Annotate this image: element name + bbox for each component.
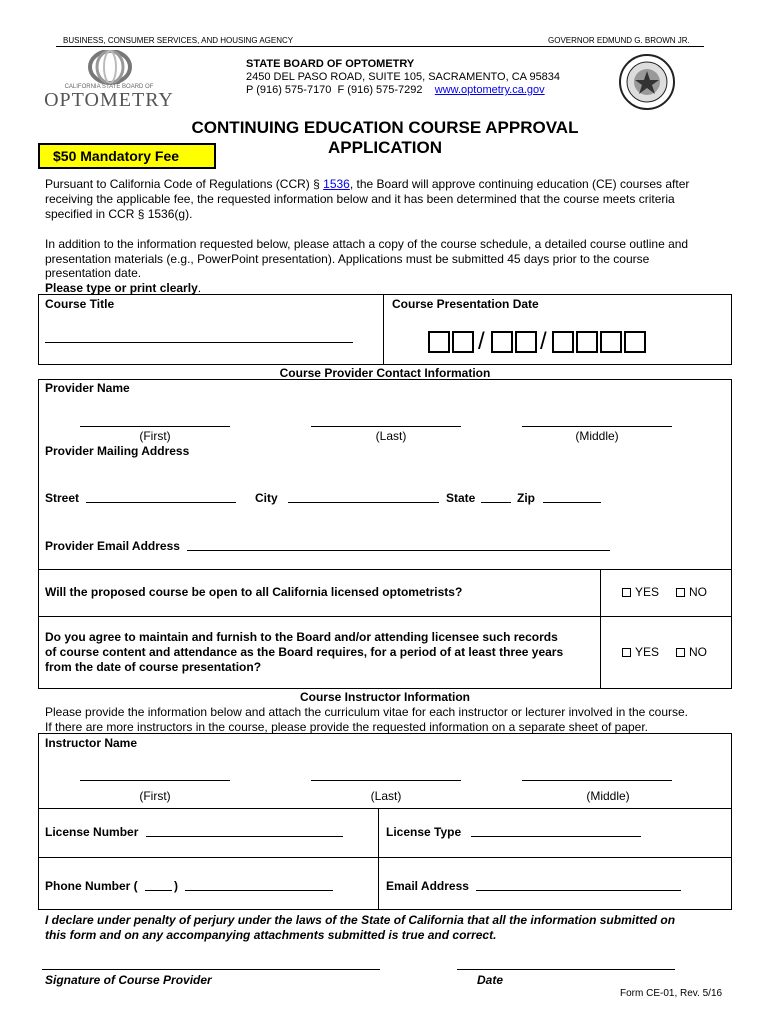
date-separator: / xyxy=(478,328,485,355)
form-title-line2: APPLICATION xyxy=(328,138,442,157)
question-records-line1: Do you agree to maintain and furnish to the Board and/or attending licensee such records xyxy=(45,630,558,644)
phone-number-label: Phone Number ( xyxy=(45,879,138,893)
print-note: Please type or print clearly. xyxy=(45,281,202,295)
question-records-yes-option[interactable]: YES xyxy=(622,645,659,659)
provider-name-label: Provider Name xyxy=(45,381,130,395)
street-label: Street xyxy=(45,491,80,505)
city-field[interactable] xyxy=(288,501,439,503)
date-month-box-1[interactable] xyxy=(428,331,450,353)
phone-close-paren: ) xyxy=(174,879,178,893)
intro-line3: specified in CCR § 1536(g). xyxy=(45,207,193,221)
license-type-field[interactable] xyxy=(471,835,641,837)
date-year-box-3[interactable] xyxy=(600,331,622,353)
date-line[interactable] xyxy=(457,969,675,970)
mandatory-fee-badge: $50 Mandatory Fee xyxy=(38,143,216,169)
course-date-label: Course Presentation Date xyxy=(392,297,539,311)
board-phone-fax: P (916) 575-7170 F (916) 575-7292 www.optometry.ca.gov xyxy=(246,84,545,96)
course-title-label: Course Title xyxy=(45,297,115,311)
phone-number-field[interactable] xyxy=(185,889,333,891)
instructor-email-field[interactable] xyxy=(476,889,681,891)
ccr-1536-link[interactable]: 1536 xyxy=(323,177,350,191)
signature-label: Signature of Course Provider xyxy=(45,973,212,987)
board-address: 2450 DEL PASO ROAD, SUITE 105, SACRAMENTO, CA 95834 xyxy=(246,71,561,83)
instructor-box xyxy=(38,733,732,910)
date-year-box-4[interactable] xyxy=(624,331,646,353)
declaration-line1: I declare under penalty of perjury under the laws of the State of California that all the information submitted on xyxy=(45,913,676,927)
provider-email-field[interactable] xyxy=(187,549,610,551)
provider-first-caption: (First) xyxy=(139,429,171,443)
date-month-box-2[interactable] xyxy=(452,331,474,353)
phone-area-code-field[interactable] xyxy=(145,889,172,891)
instructor-middle-caption: (Middle) xyxy=(586,789,630,803)
instructor-note-1: Please provide the information below and attach the curriculum vitae for each instructor or lecturer involved in the course. xyxy=(45,705,688,719)
zip-label: Zip xyxy=(517,491,535,505)
no-checkbox[interactable] xyxy=(676,588,685,597)
intro-p2-line3: presentation date. xyxy=(45,266,142,280)
provider-email-label: Provider Email Address xyxy=(45,539,180,553)
declaration-line2: this form and on any accompanying attachments submitted is true and correct. xyxy=(45,928,497,942)
yes-checkbox[interactable] xyxy=(622,588,631,597)
date-separator: / xyxy=(540,328,547,355)
instructor-name-label: Instructor Name xyxy=(45,736,138,750)
instructor-section-title: Course Instructor Information xyxy=(299,690,470,704)
city-label: City xyxy=(255,491,278,505)
provider-mailing-label: Provider Mailing Address xyxy=(45,444,190,458)
optometry-logo xyxy=(44,50,174,111)
yes-checkbox[interactable] xyxy=(622,648,631,657)
signature-date-label: Date xyxy=(477,973,504,987)
signature-line[interactable] xyxy=(42,969,380,970)
street-field[interactable] xyxy=(86,501,236,503)
provider-last-name-field[interactable] xyxy=(311,425,461,427)
website-link[interactable]: www.optometry.ca.gov xyxy=(434,84,545,96)
instructor-last-caption: (Last) xyxy=(370,789,402,803)
intro-line2: receiving the applicable fee, the requested information below and it has been determined that the course meets criteria xyxy=(45,192,675,206)
question-records-line2: of course content and attendance as the Board requires, for a period of at least three years xyxy=(45,645,564,659)
form-id: Form CE-01, Rev. 5/16 xyxy=(620,988,723,999)
instructor-middle-name-field[interactable] xyxy=(522,779,672,781)
date-year-box-1[interactable] xyxy=(552,331,574,353)
intro-p2-line2: presentation materials (e.g., PowerPoint presentation). Applications must be submitted 45 days prior to the course xyxy=(45,252,650,266)
logo-big-text: OPTOMETRY xyxy=(44,89,174,111)
board-name: STATE BOARD OF OPTOMETRY xyxy=(246,58,415,70)
agency-name: BUSINESS, CONSUMER SERVICES, AND HOUSING AGENCY xyxy=(63,36,294,45)
license-number-label: License Number xyxy=(45,825,139,839)
instructor-first-name-field[interactable] xyxy=(80,779,230,781)
intro-p2-line1: In addition to the information requested below, please attach a copy of the course schedule, a detailed course outline and xyxy=(45,237,689,251)
question-records-line3: from the date of course presentation? xyxy=(45,660,262,674)
license-type-label: License Type xyxy=(386,825,462,839)
date-year-box-2[interactable] xyxy=(576,331,598,353)
provider-section-title: Course Provider Contact Information xyxy=(279,366,491,380)
email-address-label: Email Address xyxy=(386,879,469,893)
logo-rings-icon xyxy=(44,50,174,86)
question-records-no-option[interactable]: NO xyxy=(676,645,707,659)
license-number-field[interactable] xyxy=(146,835,343,837)
instructor-first-caption: (First) xyxy=(139,789,171,803)
form-title-line1: CONTINUING EDUCATION COURSE APPROVAL xyxy=(191,118,579,137)
question-open-to-all: Will the proposed course be open to all California licensed optometrists? xyxy=(45,585,463,599)
provider-middle-caption: (Middle) xyxy=(575,429,619,443)
provider-first-name-field[interactable] xyxy=(80,425,230,427)
question-open-no-option[interactable]: NO xyxy=(676,585,707,599)
no-checkbox[interactable] xyxy=(676,648,685,657)
date-day-box-1[interactable] xyxy=(491,331,513,353)
zip-field[interactable] xyxy=(543,501,601,503)
course-title-field[interactable] xyxy=(45,341,353,343)
california-seal-icon xyxy=(618,53,676,111)
provider-middle-name-field[interactable] xyxy=(522,425,672,427)
state-label: State xyxy=(446,491,476,505)
intro-line1: Pursuant to California Code of Regulations (CCR) § 1536, the Board will approve continuing education (CE) courses after xyxy=(45,177,690,191)
logo-small-text: CALIFORNIA STATE BOARD OF xyxy=(64,84,154,90)
date-day-box-2[interactable] xyxy=(515,331,537,353)
governor-name: GOVERNOR EDMUND G. BROWN JR. xyxy=(548,36,690,45)
instructor-last-name-field[interactable] xyxy=(311,779,461,781)
state-field[interactable] xyxy=(481,501,511,503)
instructor-note-2: If there are more instructors in the course, please provide the requested information on a separate sheet of paper. xyxy=(45,720,649,734)
question-open-yes-option[interactable]: YES xyxy=(622,585,659,599)
provider-last-caption: (Last) xyxy=(375,429,407,443)
